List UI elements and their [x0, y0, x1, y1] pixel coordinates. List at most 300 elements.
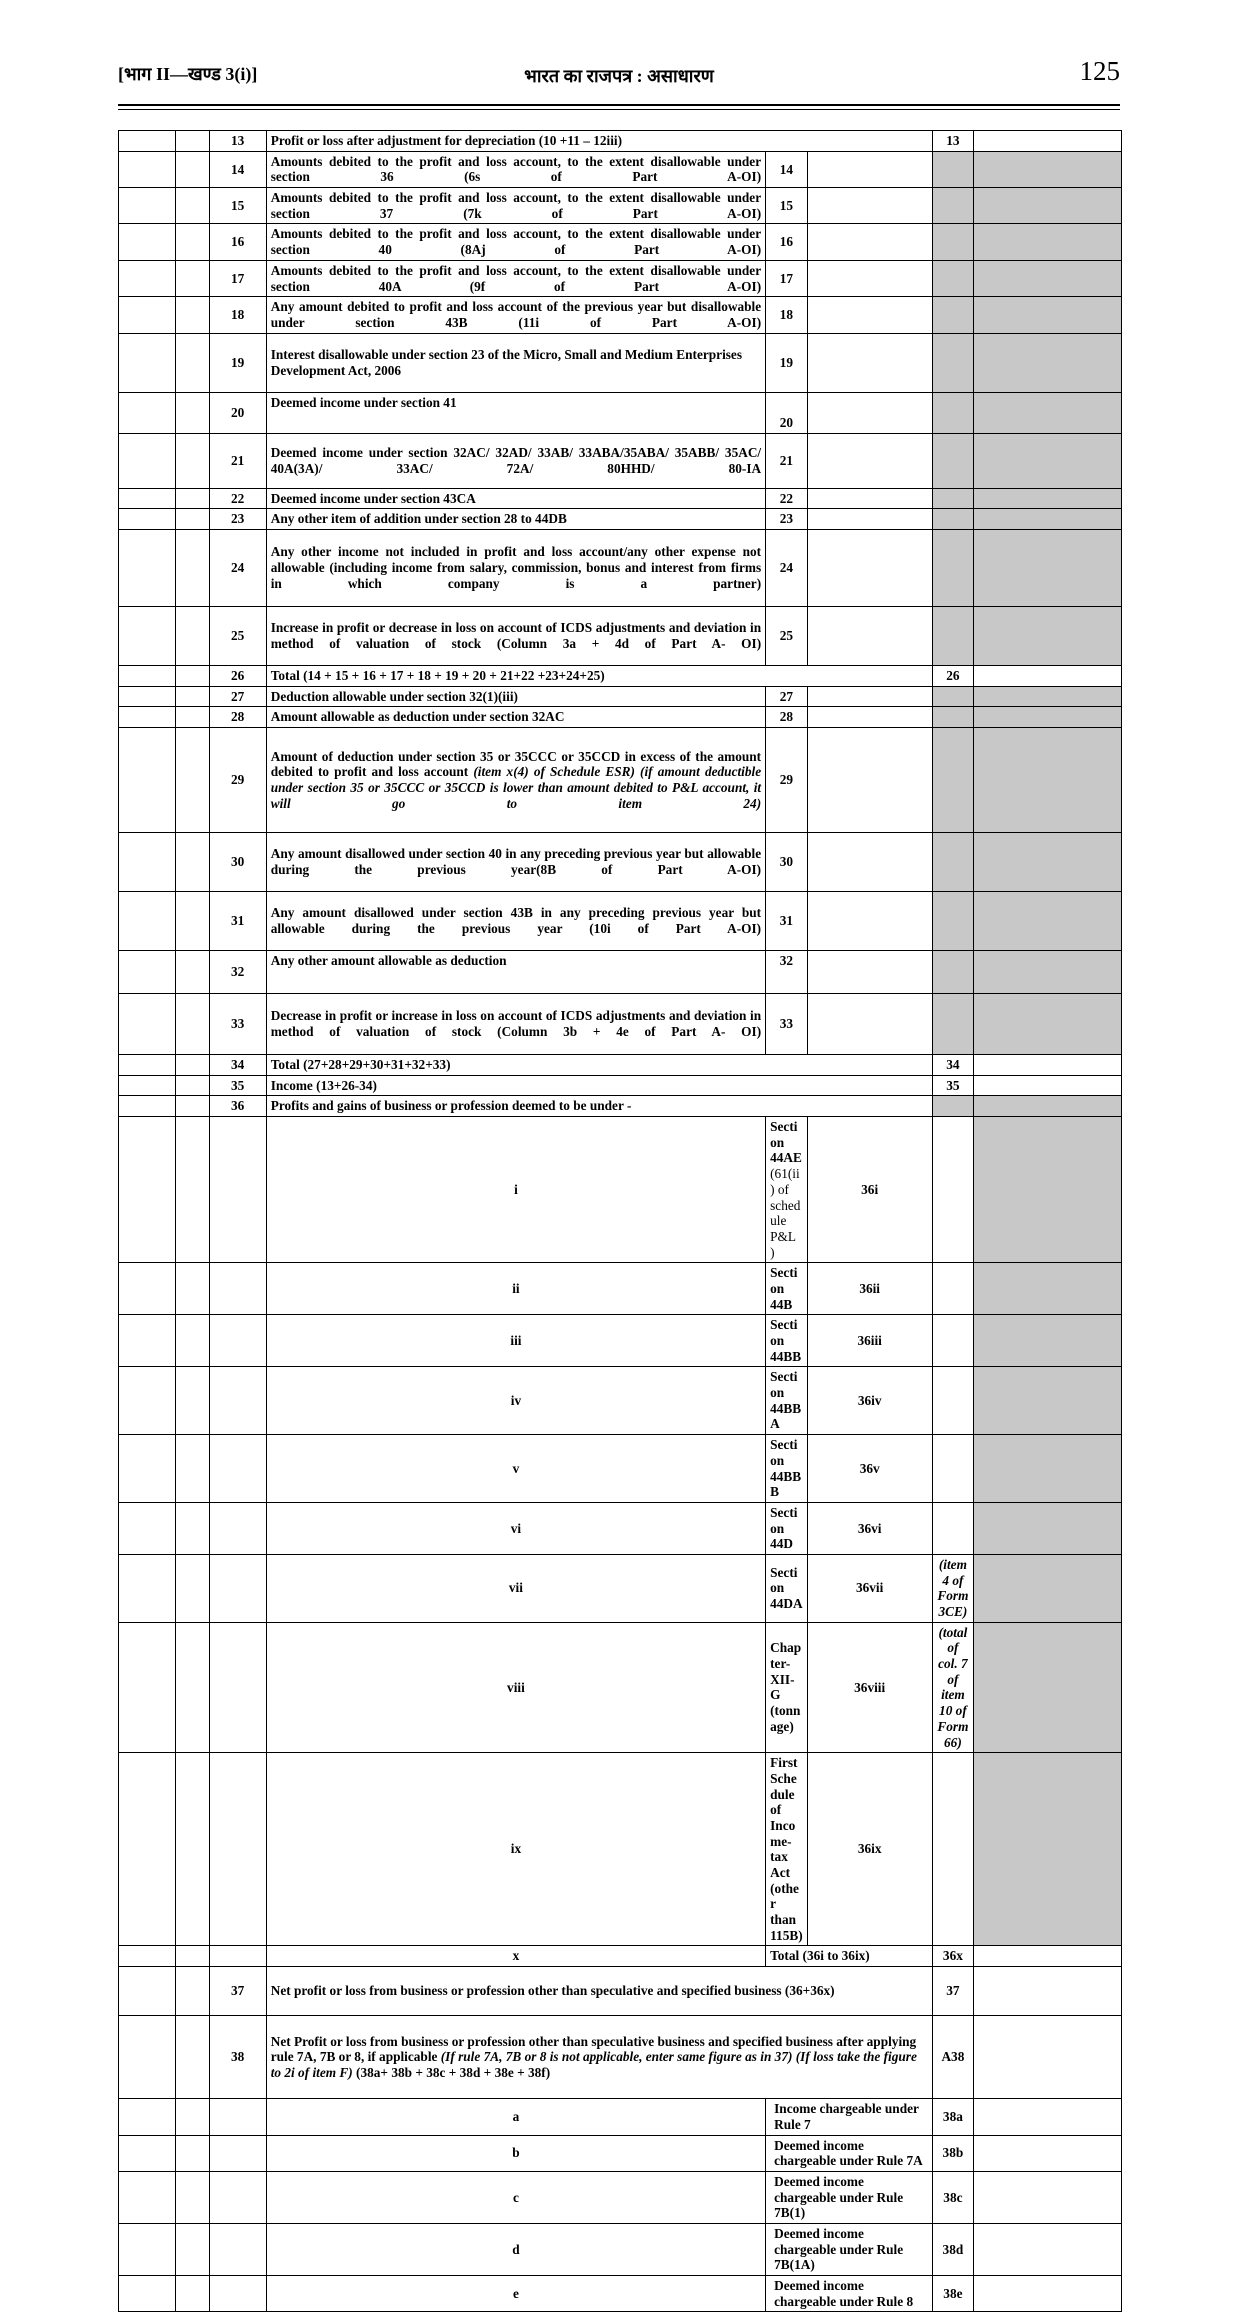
shaded-cell: [932, 333, 974, 392]
cell-spacer: [119, 1096, 176, 1117]
value-input-cell[interactable]: [807, 224, 932, 260]
cell-spacer: [176, 333, 209, 392]
shaded-cell: [932, 994, 974, 1055]
cell-spacer: [119, 2171, 176, 2223]
value-input-cell[interactable]: [807, 333, 932, 392]
cell-spacer: [176, 1367, 209, 1435]
table-row: [119, 333, 1122, 392]
cell-spacer: [176, 297, 209, 333]
row-code: 16: [766, 224, 808, 260]
sub-code: 36i: [807, 1117, 932, 1263]
sub-label: First Schedule of Income-tax Act (other than 115B): [766, 1753, 808, 1946]
value-input-cell[interactable]: [974, 2099, 1122, 2135]
table-row: [119, 951, 1122, 994]
sub-code: 38a: [932, 2099, 974, 2135]
shaded-cell: [932, 728, 974, 833]
shaded-cell: [974, 1502, 1122, 1554]
value-input-cell[interactable]: [807, 686, 932, 707]
header-rule-top: [118, 104, 1120, 106]
row-label-italic: (If rule 7A, 7B or 8 is not applicable, enter same figure as in 37) (If loss take the figure to 2i of item F): [270, 2049, 917, 2080]
sub-label: Deemed income chargeable under Rule 8: [766, 2276, 932, 2312]
shaded-cell: [974, 1753, 1122, 1946]
cell-spacer: [119, 1367, 176, 1435]
value-input-cell[interactable]: [807, 392, 932, 433]
sub-code: 36iv: [807, 1367, 932, 1435]
row-label: Profit or loss after adjustment for depreciation (10 +11 – 12iii): [266, 131, 932, 152]
cell-spacer: [209, 1946, 266, 1967]
shaded-cell: [974, 392, 1122, 433]
cell-spacer: [176, 1315, 209, 1367]
cell-spacer: [119, 1263, 176, 1315]
sub-label: Section 44DA: [766, 1554, 808, 1622]
shaded-cell: [974, 1263, 1122, 1315]
value-input-cell[interactable]: [974, 2016, 1122, 2099]
row-label: Any other item of addition under section 28 to 44DB: [266, 509, 765, 530]
value-input-cell[interactable]: [807, 151, 932, 187]
cell-spacer: [176, 1622, 209, 1753]
row-label: Amounts debited to the profit and loss account, to the extent disallowable under section 36 (6s of Part A-OI): [266, 151, 765, 187]
shaded-cell: [974, 151, 1122, 187]
shaded-cell: [932, 951, 974, 994]
cell-spacer: [119, 131, 176, 152]
row-number: 14: [209, 151, 266, 187]
sub-label-bold: Section 44AE: [770, 1119, 802, 1166]
shaded-cell: [974, 529, 1122, 606]
sub-label-note: (61(ii) of schedule P&L ): [770, 1166, 801, 1260]
cell-spacer: [176, 951, 209, 994]
value-input-cell[interactable]: [807, 994, 932, 1055]
table-row: [119, 1117, 1122, 1263]
row-label: Any amount debited to profit and loss account of the previous year but disallowable under section 43B (11i of Part A-OI): [266, 297, 765, 333]
cell-spacer: [176, 1967, 209, 2016]
cell-spacer: [119, 994, 176, 1055]
sub-code: 36vii: [807, 1554, 932, 1622]
cell-spacer: [209, 1117, 266, 1263]
cell-spacer: [176, 1096, 209, 1117]
table-row: [119, 2016, 1122, 2099]
cell-spacer: [209, 2223, 266, 2275]
row-label: Amounts debited to the profit and loss account, to the extent disallowable under section 37 (7k of Part A-OI): [266, 188, 765, 224]
shaded-cell: [974, 606, 1122, 665]
value-input-cell[interactable]: [974, 2276, 1122, 2312]
shaded-cell: [974, 1435, 1122, 1503]
row-code: 19: [766, 333, 808, 392]
cell-spacer: [176, 1117, 209, 1263]
cell-spacer: [119, 1435, 176, 1503]
sub-label: Chapter-XII-G (tonnage): [766, 1622, 808, 1753]
table-row: [119, 1967, 1122, 2016]
cell-spacer: [119, 892, 176, 951]
value-input-cell[interactable]: [807, 707, 932, 728]
table-row: [119, 433, 1122, 488]
table-row: [119, 728, 1122, 833]
cell-spacer: [119, 488, 176, 509]
sub-label: Income chargeable under Rule 7: [766, 2099, 932, 2135]
cell-spacer: [209, 1263, 266, 1315]
shaded-cell: [974, 1096, 1122, 1117]
cell-spacer: [176, 1263, 209, 1315]
row-code: 34: [932, 1055, 974, 1076]
row-code: 21: [766, 433, 808, 488]
table-row: [119, 1315, 1122, 1367]
row-code: 30: [766, 833, 808, 892]
sub-code: 38d: [932, 2223, 974, 2275]
cell-spacer: [176, 686, 209, 707]
table-row: [119, 665, 1122, 686]
row-number: 17: [209, 260, 266, 296]
cell-spacer: [119, 707, 176, 728]
row-number: 31: [209, 892, 266, 951]
row-number: 23: [209, 509, 266, 530]
sub-roman: viii: [266, 1622, 765, 1753]
cell-spacer: [209, 1315, 266, 1367]
shaded-cell: [932, 392, 974, 433]
header-gazette-title: भारत का राजपत्र : असाधारण: [524, 66, 714, 86]
table-row: [119, 131, 1122, 152]
value-input-cell[interactable]: [974, 2223, 1122, 2275]
row-code: 18: [766, 297, 808, 333]
shaded-cell: [932, 833, 974, 892]
value-input-cell[interactable]: [807, 260, 932, 296]
cell-spacer: [209, 1554, 266, 1622]
row-number: 26: [209, 665, 266, 686]
sub-letter: e: [266, 2276, 765, 2312]
cell-spacer: [176, 606, 209, 665]
row-code: 29: [766, 728, 808, 833]
table-row: [119, 2276, 1122, 2312]
value-input-cell[interactable]: [932, 1753, 974, 1946]
row-code: 37: [932, 1967, 974, 2016]
sub-note: (item 4 of Form 3CE): [932, 1554, 974, 1622]
cell-spacer: [176, 188, 209, 224]
cell-spacer: [119, 260, 176, 296]
cell-spacer: [209, 2276, 266, 2312]
sub-roman: vi: [266, 1502, 765, 1554]
row-code: 33: [766, 994, 808, 1055]
sub-code: 36v: [807, 1435, 932, 1503]
shaded-cell: [932, 297, 974, 333]
shaded-cell: [974, 686, 1122, 707]
cell-spacer: [209, 1367, 266, 1435]
value-input-cell[interactable]: [932, 1435, 974, 1503]
sub-letter: c: [266, 2171, 765, 2223]
cell-spacer: [119, 1315, 176, 1367]
shaded-cell: [974, 1622, 1122, 1753]
cell-spacer: [176, 131, 209, 152]
sub-letter: b: [266, 2135, 765, 2171]
table-row: [119, 833, 1122, 892]
row-code: 26: [932, 665, 974, 686]
sub-code: 36viii: [807, 1622, 932, 1753]
table-row: [119, 1502, 1122, 1554]
value-input-cell[interactable]: [974, 665, 1122, 686]
value-input-cell[interactable]: [974, 1967, 1122, 2016]
table-row: [119, 2099, 1122, 2135]
value-input-cell[interactable]: [807, 433, 932, 488]
cell-spacer: [209, 2099, 266, 2135]
cell-spacer: [209, 1502, 266, 1554]
cell-spacer: [176, 2223, 209, 2275]
shaded-cell: [932, 433, 974, 488]
shaded-cell: [932, 892, 974, 951]
cell-spacer: [119, 728, 176, 833]
cell-spacer: [176, 488, 209, 509]
cell-spacer: [176, 892, 209, 951]
row-label: Deduction allowable under section 32(1)(iii): [266, 686, 765, 707]
row-number: 34: [209, 1055, 266, 1076]
value-input-cell[interactable]: [932, 1367, 974, 1435]
sub-letter: d: [266, 2223, 765, 2275]
row-label: Decrease in profit or increase in loss on account of ICDS adjustments and deviation in method of valuation of stock (Column 3b + 4e of Part A- OI): [266, 994, 765, 1055]
row-label: Any amount disallowed under section 43B in any preceding previous year but allowable during the previous year (10i of Part A-OI): [266, 892, 765, 951]
row-label: Total (14 + 15 + 16 + 17 + 18 + 19 + 20 + 21+22 +23+24+25): [266, 665, 932, 686]
sub-code: 38c: [932, 2171, 974, 2223]
cell-spacer: [209, 1753, 266, 1946]
shaded-cell: [974, 951, 1122, 994]
value-input-cell[interactable]: [974, 2135, 1122, 2171]
page-header: [118, 56, 1120, 104]
shaded-cell: [932, 606, 974, 665]
row-code: A38: [932, 2016, 974, 2099]
shaded-cell: [932, 151, 974, 187]
row-number: 38: [209, 2016, 266, 2099]
row-label: Amounts debited to the profit and loss account, to the extent disallowable under section 40A (9f of Part A-OI): [266, 260, 765, 296]
shaded-cell: [932, 509, 974, 530]
row-label: Any other income not included in profit and loss account/any other expense not allowable (including income from salary, commission, bonus and interest from firms in which company is a partner): [266, 529, 765, 606]
table-row: [119, 1075, 1122, 1096]
value-input-cell[interactable]: [807, 509, 932, 530]
shaded-cell: [974, 892, 1122, 951]
row-number: 37: [209, 1967, 266, 2016]
row-label-italic: (item x(4) of Schedule ESR) (if amount deductible under section 35 or 35CCC or 35CCD is lower than amount debited to P&L account, it will go to item 24): [270, 764, 762, 811]
row-label: Increase in profit or decrease in loss on account of ICDS adjustments and deviation in method of valuation of stock (Column 3a + 4d of Part A- OI): [266, 606, 765, 665]
sub-roman: iv: [266, 1367, 765, 1435]
table-row: [119, 151, 1122, 187]
cell-spacer: [119, 297, 176, 333]
value-input-cell[interactable]: [974, 1946, 1122, 1967]
sub-label: Section 44B: [766, 1263, 808, 1315]
value-input-cell[interactable]: [807, 606, 932, 665]
table-row: [119, 2171, 1122, 2223]
shaded-cell: [974, 297, 1122, 333]
cell-spacer: [119, 2099, 176, 2135]
table-row: [119, 606, 1122, 665]
shaded-cell: [932, 188, 974, 224]
sub-label: Deemed income chargeable under Rule 7B(1A): [766, 2223, 932, 2275]
cell-spacer: [209, 1622, 266, 1753]
value-input-cell[interactable]: [807, 488, 932, 509]
shaded-cell: [932, 260, 974, 296]
row-code: 31: [766, 892, 808, 951]
cell-spacer: [119, 224, 176, 260]
cell-spacer: [176, 529, 209, 606]
cell-spacer: [119, 1967, 176, 2016]
cell-spacer: [176, 1946, 209, 1967]
sub-code: 36ix: [807, 1753, 932, 1946]
value-input-cell[interactable]: [807, 833, 932, 892]
cell-spacer: [119, 433, 176, 488]
sub-code: 38b: [932, 2135, 974, 2171]
cell-spacer: [119, 1055, 176, 1076]
sub-note: (total of col. 7 of item 10 of Form 66): [932, 1622, 974, 1753]
row-code: 22: [766, 488, 808, 509]
row-label: Income (13+26-34): [266, 1075, 932, 1096]
cell-spacer: [119, 188, 176, 224]
cell-spacer: [119, 951, 176, 994]
table-row: [119, 392, 1122, 433]
sub-label: Deemed income chargeable under Rule 7B(1): [766, 2171, 932, 2223]
shaded-cell: [974, 224, 1122, 260]
cell-spacer: [119, 1554, 176, 1622]
row-code: 36x: [932, 1946, 974, 1967]
cell-spacer: [119, 1117, 176, 1263]
row-code: 32: [766, 951, 808, 994]
value-input-cell[interactable]: [932, 1263, 974, 1315]
sub-label: Total (36i to 36ix): [766, 1946, 932, 1967]
cell-spacer: [176, 707, 209, 728]
row-number: 19: [209, 333, 266, 392]
sub-roman: x: [266, 1946, 765, 1967]
value-input-cell[interactable]: [807, 529, 932, 606]
row-number: 32: [209, 951, 266, 994]
row-label: Deemed income under section 43CA: [266, 488, 765, 509]
value-input-cell[interactable]: [974, 1075, 1122, 1096]
sub-code: 38e: [932, 2276, 974, 2312]
value-input-cell[interactable]: [932, 1502, 974, 1554]
shaded-cell: [974, 1117, 1122, 1263]
sub-label: Section 44BB: [766, 1315, 808, 1367]
value-input-cell[interactable]: [807, 188, 932, 224]
row-number: 20: [209, 392, 266, 433]
row-label: Deemed income under section 41: [266, 392, 765, 433]
table-row: [119, 1753, 1122, 1946]
value-input-cell[interactable]: [974, 1055, 1122, 1076]
row-number: 29: [209, 728, 266, 833]
table-row: [119, 1946, 1122, 1967]
cell-spacer: [176, 728, 209, 833]
sub-label: Section 44BBB: [766, 1435, 808, 1503]
value-input-cell[interactable]: [807, 297, 932, 333]
sub-roman: v: [266, 1435, 765, 1503]
header-part-label: [भाग II—खण्ड 3(i)]: [118, 64, 258, 84]
table-row: [119, 1435, 1122, 1503]
row-code: 14: [766, 151, 808, 187]
itr-schedule-bp-table: [118, 130, 1122, 2312]
row-number: 36: [209, 1096, 266, 1117]
shaded-cell: [974, 333, 1122, 392]
cell-spacer: [176, 833, 209, 892]
row-label: Any other amount allowable as deduction: [266, 951, 765, 994]
cell-spacer: [119, 2016, 176, 2099]
row-code: 13: [932, 131, 974, 152]
row-code: 17: [766, 260, 808, 296]
cell-spacer: [176, 2099, 209, 2135]
row-label: Net profit or loss from business or profession other than speculative and specified business (36+36x): [266, 1967, 932, 2016]
value-input-cell[interactable]: [974, 2171, 1122, 2223]
row-number: 13: [209, 131, 266, 152]
cell-spacer: [176, 224, 209, 260]
row-number: 35: [209, 1075, 266, 1096]
shaded-cell: [932, 1096, 974, 1117]
cell-spacer: [119, 151, 176, 187]
sub-roman: i: [266, 1117, 765, 1263]
header-rule-bottom: [118, 109, 1120, 110]
cell-spacer: [176, 1055, 209, 1076]
cell-spacer: [119, 665, 176, 686]
table-row: [119, 188, 1122, 224]
row-code: 23: [766, 509, 808, 530]
cell-spacer: [176, 433, 209, 488]
cell-spacer: [176, 509, 209, 530]
table-row: [119, 297, 1122, 333]
table-row: [119, 892, 1122, 951]
table-row: [119, 707, 1122, 728]
sub-roman: vii: [266, 1554, 765, 1622]
shaded-cell: [974, 707, 1122, 728]
table-row: [119, 2135, 1122, 2171]
table-row: [119, 488, 1122, 509]
cell-spacer: [176, 151, 209, 187]
row-number: 30: [209, 833, 266, 892]
sub-label: Deemed income chargeable under Rule 7A: [766, 2135, 932, 2171]
row-code: 27: [766, 686, 808, 707]
table-row: [119, 509, 1122, 530]
cell-spacer: [119, 1622, 176, 1753]
row-label: Interest disallowable under section 23 of the Micro, Small and Medium Enterprises Development Act, 2006: [266, 333, 765, 392]
sub-roman: iii: [266, 1315, 765, 1367]
row-label: [266, 728, 765, 833]
cell-spacer: [209, 1435, 266, 1503]
cell-spacer: [119, 1753, 176, 1946]
sub-code: 36ii: [807, 1263, 932, 1315]
value-input-cell[interactable]: [932, 1315, 974, 1367]
cell-spacer: [176, 2135, 209, 2171]
value-input-cell[interactable]: [807, 892, 932, 951]
row-number: 22: [209, 488, 266, 509]
shaded-cell: [974, 433, 1122, 488]
value-input-cell[interactable]: [932, 1117, 974, 1263]
table-row: [119, 686, 1122, 707]
cell-spacer: [119, 1075, 176, 1096]
cell-spacer: [119, 833, 176, 892]
row-label: Amount allowable as deduction under section 32AC: [266, 707, 765, 728]
cell-spacer: [119, 686, 176, 707]
value-input-cell[interactable]: [974, 131, 1122, 152]
shaded-cell: [932, 529, 974, 606]
row-label: Total (27+28+29+30+31+32+33): [266, 1055, 932, 1076]
cell-spacer: [119, 509, 176, 530]
table-row: [119, 1622, 1122, 1753]
row-label-bold-2: (38a+ 38b + 38c + 38d + 38e + 38f): [356, 2064, 551, 2080]
sub-roman: ii: [266, 1263, 765, 1315]
cell-spacer: [119, 606, 176, 665]
shaded-cell: [974, 1554, 1122, 1622]
shaded-cell: [974, 188, 1122, 224]
table-row: [119, 1055, 1122, 1076]
cell-spacer: [176, 1075, 209, 1096]
value-input-cell[interactable]: [807, 951, 932, 994]
row-label: Amounts debited to the profit and loss account, to the extent disallowable under section 40 (8Aj of Part A-OI): [266, 224, 765, 260]
sub-code: 36iii: [807, 1315, 932, 1367]
row-code: 24: [766, 529, 808, 606]
row-number: 15: [209, 188, 266, 224]
row-number: 24: [209, 529, 266, 606]
cell-spacer: [176, 994, 209, 1055]
cell-spacer: [209, 2171, 266, 2223]
shaded-cell: [974, 509, 1122, 530]
row-number: 16: [209, 224, 266, 260]
value-input-cell[interactable]: [807, 728, 932, 833]
